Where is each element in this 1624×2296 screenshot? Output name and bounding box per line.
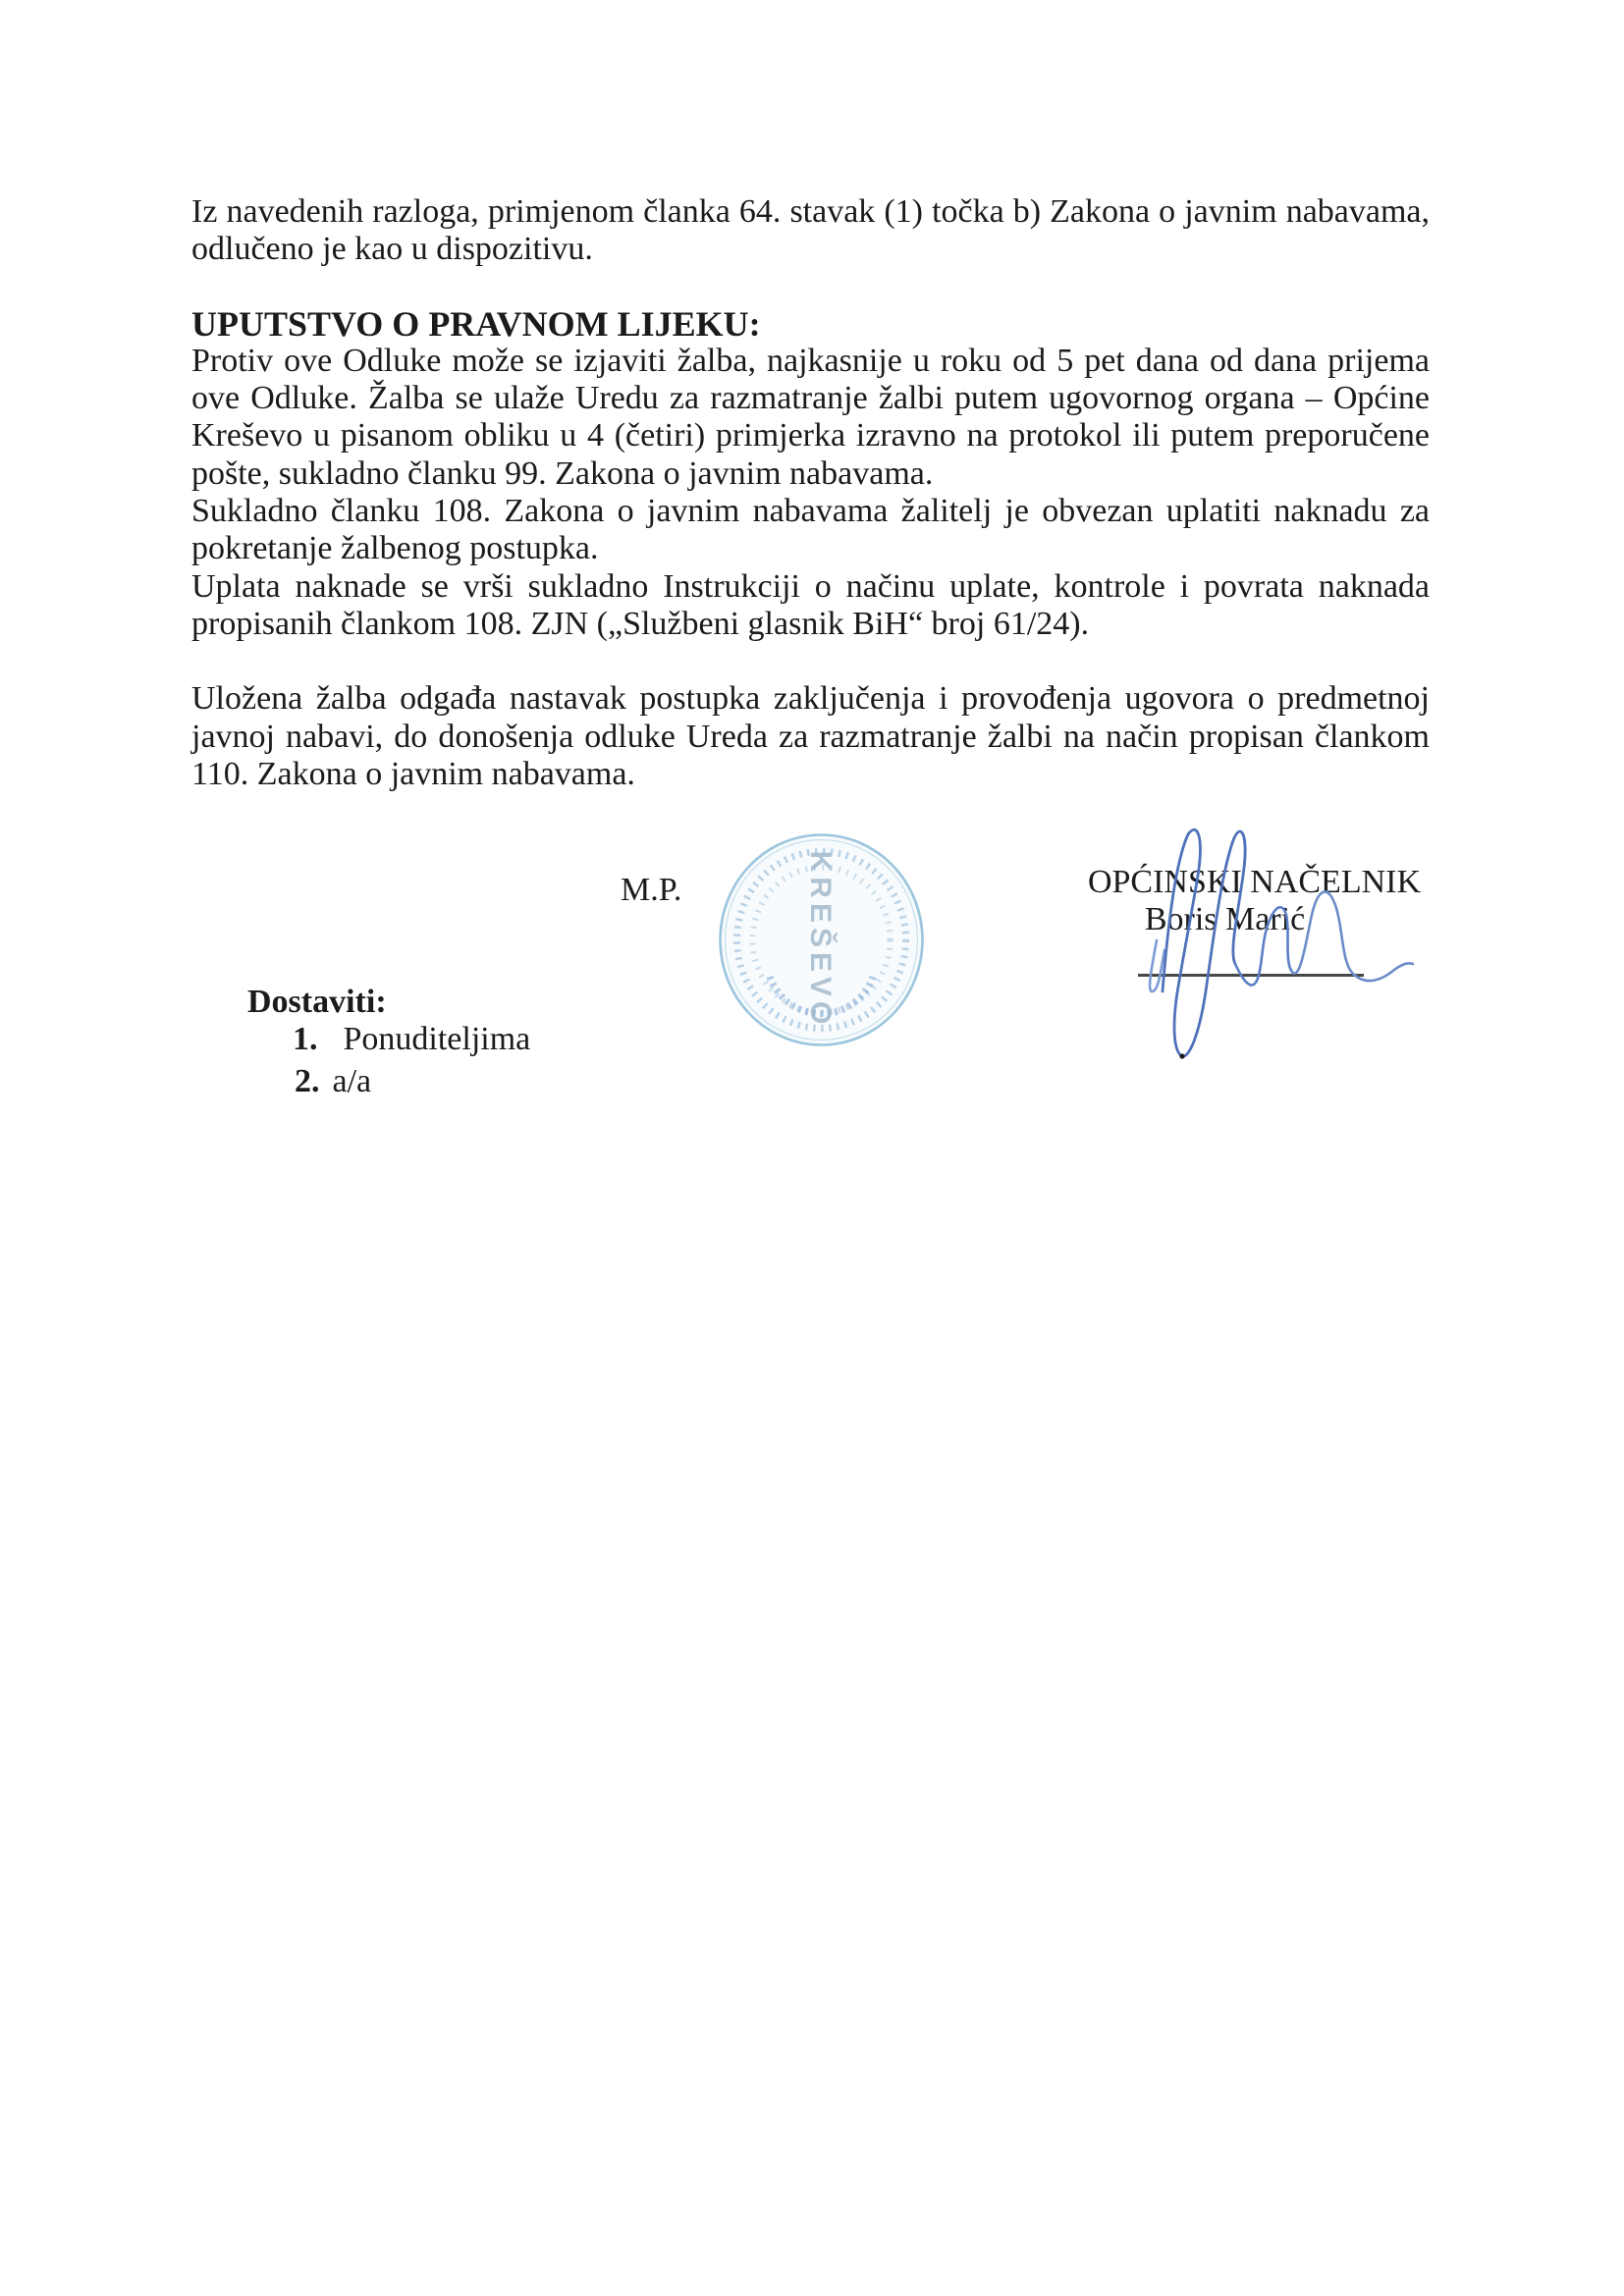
paragraph-appeal-procedure: Protiv ove Odluke može se izjaviti žalba, najkasnije u roku od 5 pet dana od dana prijema ove Odluke. Žalba se ulaže Uredu za razmatranje žalbi putem ugovornog organa – Općine Kreševo u pisanom obliku u 4 (četiri) primjerka izravno na protokol ili putem preporučene pošte, sukladno članku 99. Zakona o javnim nabavama. [191,342,1430,492]
distribution-item-1-number: 1. [293,1021,318,1057]
officer-name: Boris Marić [1144,901,1306,938]
paragraph-suspension-effect: Uložena žalba odgađa nastavak postupka zaključenja i provođenja ugovora o predmetnoj javnoj nabavi, do donošenja odluke Ureda za razmatranje žalbi na način propisan člankom 110. Zakona o javnim nabavama. [191,680,1430,792]
section-heading-legal-remedy: UPUTSTVO O PRAVNOM LIJEKU: [191,303,761,344]
signature-stroke-loop-a [1163,829,1200,999]
distribution-item-2 [295,1063,371,1100]
distribution-label: Dostaviti: [247,984,387,1020]
signature-ink-dot [1179,1053,1184,1058]
signature-image [1127,825,1414,1072]
distribution-item-2-text: a/a [332,1063,372,1099]
paragraph-appeal-fee: Sukladno članku 108. Zakona o javnim nabavama žalitelj je obvezan uplatiti naknadu za pokretanje žalbenog postupka. [191,493,1430,567]
distribution-item-2-number: 2. [295,1063,320,1099]
official-round-stamp [716,831,927,1048]
document-body [191,193,1430,793]
distribution-item-1-text: Ponuditeljima [343,1021,531,1057]
officer-title: OPĆINSKI NAČELNIK [1087,864,1422,900]
mp-seal-place-label: M.P. [621,872,682,908]
signature-stroke-flourish [1292,892,1413,982]
distribution-item-1 [293,1021,530,1058]
signature-stroke-middle [1235,907,1292,985]
stamp-center-text: KREŠEVO [804,850,837,1030]
paragraph-payment-instruction: Uplata naknade se vrši sukladno Instrukciji o načinu uplate, kontrole i povrata naknada propisanih člankom 108. ZJN („Službeni glasnik BiH“ broj 61/24). [191,567,1430,642]
paragraph-intro: Iz navedenih razloga, primjenom članka 64. stavak (1) točka b) Zakona o javnim nabavama, odlučeno je kao u dispozitivu. [191,193,1430,268]
